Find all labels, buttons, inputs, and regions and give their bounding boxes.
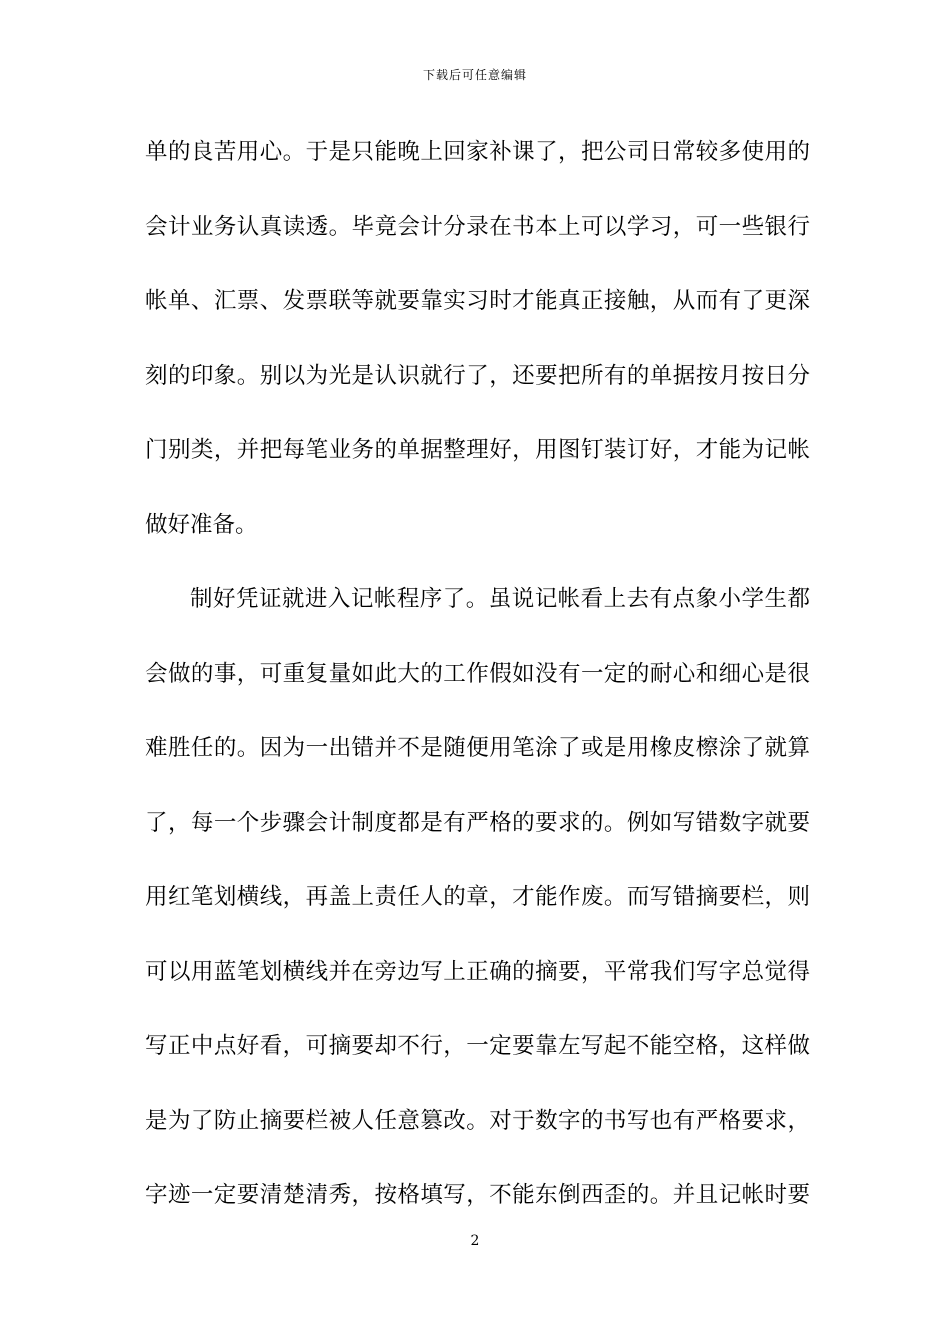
text-line: 刻的印象。别以为光是认识就行了，还要把所有的单据按月按日分 (145, 362, 810, 389)
text-line: 制好凭证就进入记帐程序了。虽说记帐看上去有点象小学生都 (190, 586, 810, 612)
text-line: 字迹一定要清楚清秀，按格填写，不能东倒西歪的。并且记帐时要 (145, 1182, 810, 1208)
text-line: 单的良苦用心。于是只能晚上回家补课了，把公司日常较多使用的 (145, 139, 810, 165)
text-line: 用红笔划横线，再盖上责任人的章，才能作废。而写错摘要栏，则 (145, 884, 810, 910)
text-line: 会计业务认真读透。毕竟会计分录在书本上可以学习，可一些银行 (145, 213, 810, 240)
page-header: 下载后可任意编辑 (422, 68, 527, 82)
text-line: 难胜任的。因为一出错并不是随便用笔涂了或是用橡皮檫涂了就算 (145, 735, 810, 761)
text-line: 了，每一个步骤会计制度都是有严格的要求的。例如写错数字就要 (145, 809, 810, 836)
text-line: 可以用蓝笔划横线并在旁边写上正确的摘要，平常我们写字总觉得 (145, 958, 810, 985)
text-line: 帐单、汇票、发票联等就要靠实习时才能真正接触，从而有了更深 (145, 288, 810, 314)
text-line: 会做的事，可重复量如此大的工作假如没有一定的耐心和细心是很 (145, 660, 810, 687)
text-line: 写正中点好看，可摘要却不行，一定要靠左写起不能空格，这样做 (145, 1033, 810, 1059)
document-body (145, 130, 810, 1248)
text-line: 门别类，并把每笔业务的单据整理好，用图钉装订好，才能为记帐 (145, 437, 810, 463)
text-line: 做好准备。 (145, 511, 258, 538)
page-number: 2 (470, 1233, 480, 1249)
text-line: 是为了防止摘要栏被人任意篡改。对于数字的书写也有严格要求， (145, 1107, 810, 1134)
